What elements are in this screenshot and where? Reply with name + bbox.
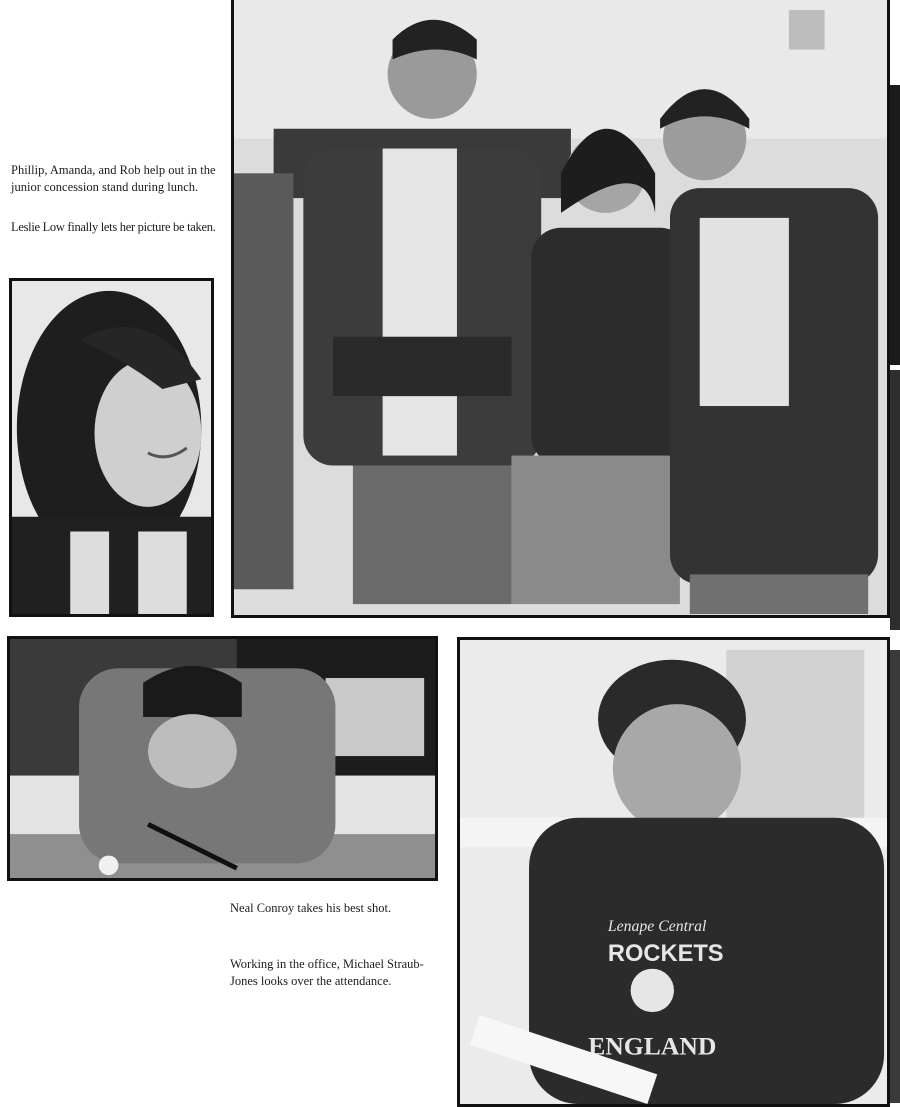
caption-concession-stand: Phillip, Amanda, and Rob help out in the junior concession stand during lunch. [11,163,216,194]
photo-leslie-low [9,278,214,617]
office-image [460,640,887,1104]
photo-concession-stand [231,0,890,618]
caption-neal-conroy: Neal Conroy takes his best shot. [230,901,392,915]
page-edge-top [890,85,900,365]
photo-michael-straub-jones [457,637,890,1107]
pool-shot-image [10,639,435,878]
shirt-text-line1: Lenape Central [607,918,707,936]
caption-michael-straub-jones: Working in the office, Michael Straub-Jones looks over the attendance. [230,957,424,988]
shirt-text-line2: ROCKETS [607,940,724,967]
shirt-text-line3: ENGLAND [588,1031,717,1061]
leslie-portrait-image [12,281,211,614]
concession-stand-image [234,0,887,615]
page-edge-bottom [890,650,900,1103]
photo-neal-conroy [7,636,438,881]
page-edge-middle [890,370,900,630]
caption-leslie-low: Leslie Low finally lets her picture be taken. [11,220,216,234]
